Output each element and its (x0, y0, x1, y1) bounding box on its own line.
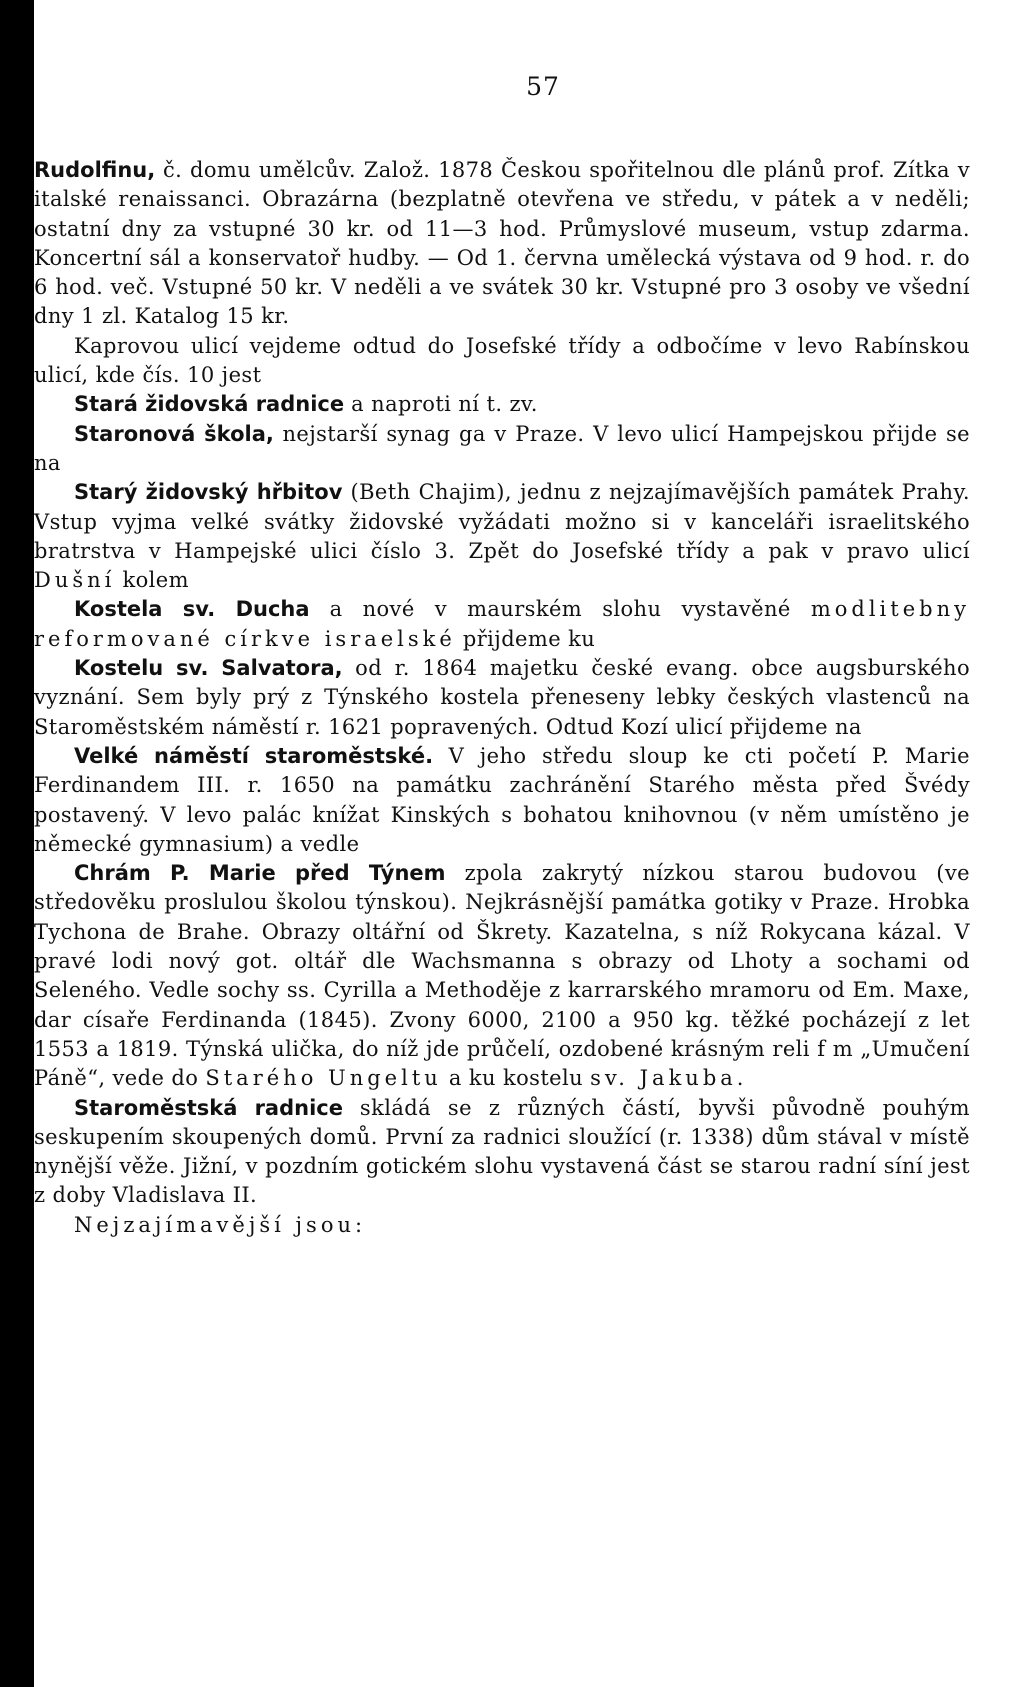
paragraph-text: (Beth Chajim), jednu z nejzajímavějších památek Prahy. Vstup vyjma velké svátky židovské vyžádati možno si v kanceláři israelitského bratrstva v Hampejské ulici číslo 3. Zpět do Josefské třídy a pak v pravo ulicí (34, 480, 970, 563)
paragraph-staronova-skola (34, 420, 970, 479)
paragraph-salvator (34, 654, 970, 742)
paragraph-text: a naproti ní t. zv. (344, 392, 538, 417)
paragraph-namesti (34, 742, 970, 859)
heading-namesti: Velké náměstí staroměstské. (74, 743, 434, 768)
paragraph-text: přijdeme ku (455, 626, 596, 651)
paragraph-hrbitov (34, 478, 970, 595)
paragraph-text: a nové v maurském slohu vystavěné (309, 597, 811, 622)
page-number: 57 (526, 72, 560, 101)
paragraph-text: č. domu umělcův. Založ. 1878 Českou spořitelnou dle plánů prof. Zítka v italské renaissanci. Obrazárna (bezplatně otevřena ve středu, v pátek a v neděli; ostatní dny za vstupné 30 kr. od 11—3 hod. Průmyslové museum, vstup zdarma. Koncertní sál a konservatoř hudby. — Od 1. června umělecká výstava od 9 hod. r. do 6 hod. več. Vstupné 50 kr. V neděli a ve svátek 30 kr. Vstupné pro 3 osoby ve všední dny 1 zl. Katalog 15 kr. (34, 158, 970, 329)
paragraph-text: od r. 1864 majetku české evang. obce augsburského vyznání. Sem byly prý z Týnského kostela přeneseny lebky českých vlastenců na Staroměstském náměstí r. 1621 popravených. Odtud Kozí ulicí přijdeme na (34, 656, 970, 739)
paragraph-text: V jeho středu sloup ke cti početí P. Marie Ferdinandem III. r. 1650 na památku zachránění Starého města před Švédy postavený. V levo palác knížat Kinských s bohatou knihovnou (v něm umístěno je německé gymnasium) a vedle (34, 743, 970, 856)
paragraph-radnice (34, 1094, 970, 1211)
paragraph-kaprova (34, 332, 970, 391)
paragraph-text: a ku kostelu (441, 1066, 591, 1091)
heading-salvator: Kostelu sv. Salvatora, (74, 656, 343, 681)
paragraph-text: skládá se z různých částí, byvši původně pouhým seskupením skoupených domů. První za radnici sloužící (r. 1338) dům stával v místě nynější věže. Jižní, v pozdním gotickém slohu vystavená část se starou radní síní jest z doby Vladislava II. (34, 1095, 970, 1208)
heading-hrbitov: Starý židovský hřbitov (74, 480, 343, 505)
paragraph-sv-ducha (34, 595, 970, 654)
paragraph-text: kolem (115, 568, 189, 593)
page-body (34, 156, 970, 1240)
heading-sv-ducha: Kostela sv. Ducha (74, 597, 310, 622)
book-page (34, 0, 1024, 1687)
paragraph-tyn (34, 859, 970, 1093)
heading-radnice: Staroměstská radnice (74, 1095, 343, 1120)
heading-staronova-skola: Staronová škola, (74, 421, 274, 446)
paragraph-text: nejstarší synag ga v Praze. V levo ulicí Hampejskou přijde se na (34, 421, 971, 475)
spaced-text: modlitebny reformované církve israelské (34, 597, 970, 651)
heading-tyn: Chrám P. Marie před Týnem (74, 861, 446, 886)
spaced-text: sv. Jakuba (590, 1066, 737, 1091)
paragraph-text: zpola zakrytý nízkou starou budovou (ve středověku proslulou školou týnskou). Nejkrásnější památka gotiky v Praze. Hrobka Tychona de Brahe. Obrazy oltářní od Škrety. Kazatelna, s níž Rokycana kázal. V pravé lodi nový got. oltář dle Wachsmanna s obrazy od Lhoty a sochami od Seleného. Vedle sochy ss. Cyrilla a Methoděje z karrarského mramoru od Em. Maxe, dar císaře Ferdinanda (1845). Zvony 6000, 2100 a 950 kg. těžké pocházejí z let 1553 a 1819. Týnská ulička, do níž jde průčelí, ozdobené krásným reli f m „Umučení Páně“, vede do (34, 861, 970, 1091)
paragraph-text: . (736, 1066, 744, 1091)
heading-rudolfinum: Rudolfinu, (34, 158, 156, 182)
spaced-text: Starého Ungeltu (205, 1066, 442, 1091)
heading-zidovska-radnice: Stará židovská radnice (74, 392, 345, 417)
spaced-text: Nejzajímavější jsou: (74, 1212, 367, 1237)
spaced-text: Dušní (34, 568, 116, 593)
paragraph-text: Kaprovou ulicí vejdeme odtud do Josefské třídy a odbočíme v levo Rabínskou ulicí, kde čís. 10 jest (34, 333, 970, 388)
paragraph-nejzajimavejsi (34, 1211, 970, 1240)
paragraph-zidovska-radnice (34, 390, 970, 419)
paragraph-rudolfinum (34, 156, 970, 332)
